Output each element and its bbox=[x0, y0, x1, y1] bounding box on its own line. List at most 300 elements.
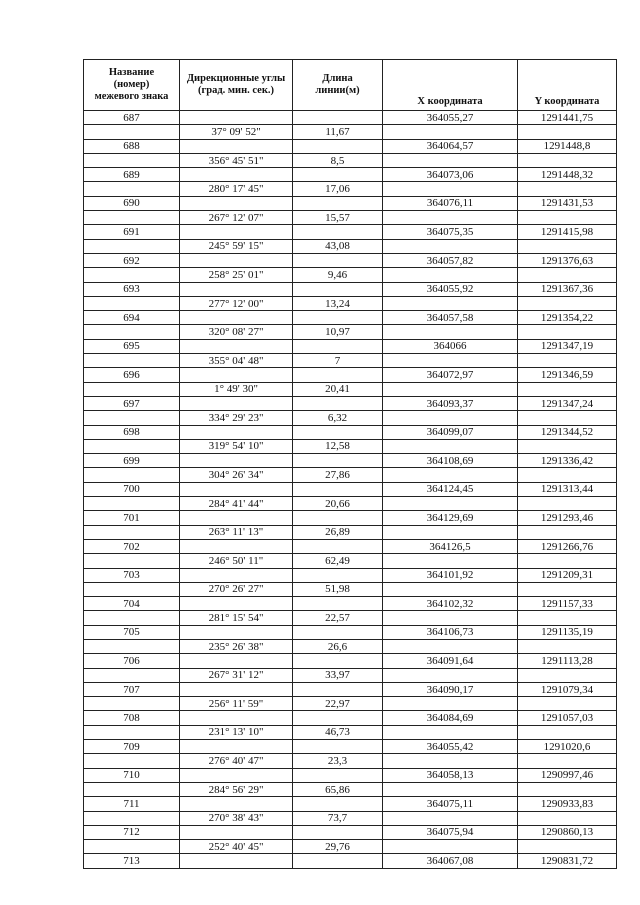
y-cell-empty bbox=[518, 782, 617, 796]
y-coordinate: 1291415,98 bbox=[518, 225, 617, 239]
direction-angle: 270° 26' 27" bbox=[180, 582, 293, 596]
y-cell-empty bbox=[518, 439, 617, 453]
x-coordinate: 364106,73 bbox=[383, 625, 518, 639]
segment-row bbox=[84, 725, 617, 739]
direction-angle: 37° 09' 52" bbox=[180, 125, 293, 139]
point-number: 713 bbox=[84, 854, 180, 868]
angle-cell-empty bbox=[180, 253, 293, 267]
line-length: 11,67 bbox=[293, 125, 383, 139]
y-cell-empty bbox=[518, 354, 617, 368]
segment-row bbox=[84, 239, 617, 253]
point-number: 691 bbox=[84, 225, 180, 239]
y-coordinate: 1291157,33 bbox=[518, 597, 617, 611]
angle-cell-empty bbox=[180, 511, 293, 525]
x-coordinate: 364055,42 bbox=[383, 740, 518, 754]
point-row bbox=[84, 854, 617, 868]
point-row bbox=[84, 282, 617, 296]
line-length: 15,57 bbox=[293, 211, 383, 225]
length-cell-empty bbox=[293, 768, 383, 782]
y-cell-empty bbox=[518, 296, 617, 310]
table-header-row bbox=[84, 60, 617, 111]
length-cell-empty bbox=[293, 311, 383, 325]
x-cell-empty bbox=[383, 840, 518, 854]
x-cell-empty bbox=[383, 497, 518, 511]
angle-cell-empty bbox=[180, 139, 293, 153]
y-coordinate: 1291431,53 bbox=[518, 196, 617, 210]
y-cell-empty bbox=[518, 468, 617, 482]
x-coordinate: 364124,45 bbox=[383, 482, 518, 496]
angle-cell-empty bbox=[180, 111, 293, 125]
line-length: 22,97 bbox=[293, 697, 383, 711]
x-coordinate: 364093,37 bbox=[383, 396, 518, 410]
number-cell-empty bbox=[84, 840, 180, 854]
header-y: Y координата bbox=[518, 60, 617, 111]
segment-row bbox=[84, 153, 617, 167]
point-number: 712 bbox=[84, 825, 180, 839]
angle-cell-empty bbox=[180, 168, 293, 182]
point-number: 692 bbox=[84, 253, 180, 267]
y-coordinate: 1291209,31 bbox=[518, 568, 617, 582]
x-coordinate: 364072,97 bbox=[383, 368, 518, 382]
table-body bbox=[84, 111, 617, 869]
number-cell-empty bbox=[84, 296, 180, 310]
point-row bbox=[84, 339, 617, 353]
direction-angle: 267° 31' 12" bbox=[180, 668, 293, 682]
x-coordinate: 364084,69 bbox=[383, 711, 518, 725]
point-row bbox=[84, 225, 617, 239]
segment-row bbox=[84, 668, 617, 682]
angle-cell-empty bbox=[180, 225, 293, 239]
y-cell-empty bbox=[518, 611, 617, 625]
length-cell-empty bbox=[293, 425, 383, 439]
point-number: 706 bbox=[84, 654, 180, 668]
x-cell-empty bbox=[383, 354, 518, 368]
x-cell-empty bbox=[383, 639, 518, 653]
line-length: 12,58 bbox=[293, 439, 383, 453]
x-coordinate: 364055,92 bbox=[383, 282, 518, 296]
angle-cell-empty bbox=[180, 368, 293, 382]
y-coordinate: 1290831,72 bbox=[518, 854, 617, 868]
angle-cell-empty bbox=[180, 425, 293, 439]
y-cell-empty bbox=[518, 697, 617, 711]
length-cell-empty bbox=[293, 597, 383, 611]
point-row bbox=[84, 711, 617, 725]
angle-cell-empty bbox=[180, 654, 293, 668]
x-cell-empty bbox=[383, 725, 518, 739]
x-coordinate: 364102,32 bbox=[383, 597, 518, 611]
x-cell-empty bbox=[383, 382, 518, 396]
point-row bbox=[84, 625, 617, 639]
x-coordinate: 364073,06 bbox=[383, 168, 518, 182]
line-length: 65,86 bbox=[293, 782, 383, 796]
y-cell-empty bbox=[518, 840, 617, 854]
number-cell-empty bbox=[84, 439, 180, 453]
line-length: 8,5 bbox=[293, 153, 383, 167]
point-number: 710 bbox=[84, 768, 180, 782]
point-number: 701 bbox=[84, 511, 180, 525]
direction-angle: 320° 08' 27" bbox=[180, 325, 293, 339]
y-coordinate: 1291057,03 bbox=[518, 711, 617, 725]
line-length: 29,76 bbox=[293, 840, 383, 854]
point-row bbox=[84, 139, 617, 153]
direction-angle: 267° 12' 07" bbox=[180, 211, 293, 225]
line-length: 33,97 bbox=[293, 668, 383, 682]
length-cell-empty bbox=[293, 111, 383, 125]
x-cell-empty bbox=[383, 697, 518, 711]
segment-row bbox=[84, 325, 617, 339]
direction-angle: 245° 59' 15" bbox=[180, 239, 293, 253]
y-coordinate: 1291336,42 bbox=[518, 454, 617, 468]
length-cell-empty bbox=[293, 168, 383, 182]
length-cell-empty bbox=[293, 654, 383, 668]
point-row bbox=[84, 654, 617, 668]
length-cell-empty bbox=[293, 225, 383, 239]
point-row bbox=[84, 168, 617, 182]
segment-row bbox=[84, 639, 617, 653]
x-cell-empty bbox=[383, 211, 518, 225]
length-cell-empty bbox=[293, 740, 383, 754]
length-cell-empty bbox=[293, 682, 383, 696]
number-cell-empty bbox=[84, 182, 180, 196]
angle-cell-empty bbox=[180, 282, 293, 296]
line-length: 17,06 bbox=[293, 182, 383, 196]
direction-angle: 284° 56' 29" bbox=[180, 782, 293, 796]
point-row bbox=[84, 597, 617, 611]
y-cell-empty bbox=[518, 725, 617, 739]
length-cell-empty bbox=[293, 368, 383, 382]
x-cell-empty bbox=[383, 525, 518, 539]
y-cell-empty bbox=[518, 411, 617, 425]
y-cell-empty bbox=[518, 153, 617, 167]
y-coordinate: 1291113,28 bbox=[518, 654, 617, 668]
segment-row bbox=[84, 811, 617, 825]
y-coordinate: 1290997,46 bbox=[518, 768, 617, 782]
length-cell-empty bbox=[293, 339, 383, 353]
angle-cell-empty bbox=[180, 825, 293, 839]
length-cell-empty bbox=[293, 711, 383, 725]
point-number: 688 bbox=[84, 139, 180, 153]
x-cell-empty bbox=[383, 668, 518, 682]
number-cell-empty bbox=[84, 782, 180, 796]
x-coordinate: 364076,11 bbox=[383, 196, 518, 210]
boundary-coordinates-table bbox=[83, 59, 617, 869]
length-cell-empty bbox=[293, 196, 383, 210]
direction-angle: 258° 25' 01" bbox=[180, 268, 293, 282]
angle-cell-empty bbox=[180, 711, 293, 725]
x-cell-empty bbox=[383, 468, 518, 482]
point-number: 696 bbox=[84, 368, 180, 382]
line-length: 10,97 bbox=[293, 325, 383, 339]
y-coordinate: 1291347,19 bbox=[518, 339, 617, 353]
point-row bbox=[84, 682, 617, 696]
line-length: 43,08 bbox=[293, 239, 383, 253]
header-name: Название (номер) межевого знака bbox=[84, 60, 180, 111]
point-row bbox=[84, 797, 617, 811]
point-number: 703 bbox=[84, 568, 180, 582]
point-row bbox=[84, 568, 617, 582]
angle-cell-empty bbox=[180, 339, 293, 353]
point-row bbox=[84, 396, 617, 410]
angle-cell-empty bbox=[180, 311, 293, 325]
number-cell-empty bbox=[84, 125, 180, 139]
x-coordinate: 364099,07 bbox=[383, 425, 518, 439]
x-cell-empty bbox=[383, 182, 518, 196]
length-cell-empty bbox=[293, 482, 383, 496]
number-cell-empty bbox=[84, 268, 180, 282]
y-coordinate: 1291313,44 bbox=[518, 482, 617, 496]
x-coordinate: 364066 bbox=[383, 339, 518, 353]
direction-angle: 334° 29' 23" bbox=[180, 411, 293, 425]
y-cell-empty bbox=[518, 211, 617, 225]
y-cell-empty bbox=[518, 325, 617, 339]
line-length: 26,6 bbox=[293, 639, 383, 653]
x-coordinate: 364075,11 bbox=[383, 797, 518, 811]
angle-cell-empty bbox=[180, 539, 293, 553]
y-cell-empty bbox=[518, 497, 617, 511]
point-number: 704 bbox=[84, 597, 180, 611]
point-row bbox=[84, 368, 617, 382]
x-cell-empty bbox=[383, 554, 518, 568]
x-coordinate: 364129,69 bbox=[383, 511, 518, 525]
line-length: 73,7 bbox=[293, 811, 383, 825]
angle-cell-empty bbox=[180, 482, 293, 496]
x-coordinate: 364057,58 bbox=[383, 311, 518, 325]
x-cell-empty bbox=[383, 811, 518, 825]
x-cell-empty bbox=[383, 239, 518, 253]
direction-angle: 277° 12' 00" bbox=[180, 296, 293, 310]
direction-angle: 304° 26' 34" bbox=[180, 468, 293, 482]
line-length: 62,49 bbox=[293, 554, 383, 568]
x-coordinate: 364057,82 bbox=[383, 253, 518, 267]
y-coordinate: 1291448,8 bbox=[518, 139, 617, 153]
point-number: 698 bbox=[84, 425, 180, 439]
point-number: 702 bbox=[84, 539, 180, 553]
segment-row bbox=[84, 782, 617, 796]
direction-angle: 276° 40' 47" bbox=[180, 754, 293, 768]
segment-row bbox=[84, 840, 617, 854]
number-cell-empty bbox=[84, 811, 180, 825]
point-number: 687 bbox=[84, 111, 180, 125]
y-coordinate: 1290933,83 bbox=[518, 797, 617, 811]
number-cell-empty bbox=[84, 754, 180, 768]
x-cell-empty bbox=[383, 296, 518, 310]
point-row bbox=[84, 196, 617, 210]
segment-row bbox=[84, 582, 617, 596]
point-row bbox=[84, 425, 617, 439]
segment-row bbox=[84, 411, 617, 425]
length-cell-empty bbox=[293, 854, 383, 868]
y-cell-empty bbox=[518, 668, 617, 682]
line-length: 6,32 bbox=[293, 411, 383, 425]
x-cell-empty bbox=[383, 582, 518, 596]
line-length: 13,24 bbox=[293, 296, 383, 310]
segment-row bbox=[84, 497, 617, 511]
direction-angle: 246° 50' 11" bbox=[180, 554, 293, 568]
y-cell-empty bbox=[518, 125, 617, 139]
angle-cell-empty bbox=[180, 454, 293, 468]
segment-row bbox=[84, 525, 617, 539]
x-coordinate: 364090,17 bbox=[383, 682, 518, 696]
length-cell-empty bbox=[293, 396, 383, 410]
point-number: 711 bbox=[84, 797, 180, 811]
point-row bbox=[84, 511, 617, 525]
direction-angle: 263° 11' 13" bbox=[180, 525, 293, 539]
segment-row bbox=[84, 697, 617, 711]
segment-row bbox=[84, 611, 617, 625]
angle-cell-empty bbox=[180, 740, 293, 754]
point-number: 709 bbox=[84, 740, 180, 754]
angle-cell-empty bbox=[180, 682, 293, 696]
angle-cell-empty bbox=[180, 797, 293, 811]
number-cell-empty bbox=[84, 525, 180, 539]
x-cell-empty bbox=[383, 325, 518, 339]
point-number: 695 bbox=[84, 339, 180, 353]
point-row bbox=[84, 740, 617, 754]
x-coordinate: 364091,64 bbox=[383, 654, 518, 668]
point-number: 689 bbox=[84, 168, 180, 182]
y-coordinate: 1291376,63 bbox=[518, 253, 617, 267]
y-coordinate: 1291266,76 bbox=[518, 539, 617, 553]
direction-angle: 252° 40' 45" bbox=[180, 840, 293, 854]
y-coordinate: 1291448,32 bbox=[518, 168, 617, 182]
angle-cell-empty bbox=[180, 768, 293, 782]
x-coordinate: 364064,57 bbox=[383, 139, 518, 153]
y-coordinate: 1291354,22 bbox=[518, 311, 617, 325]
segment-row bbox=[84, 296, 617, 310]
y-coordinate: 1291344,52 bbox=[518, 425, 617, 439]
number-cell-empty bbox=[84, 211, 180, 225]
y-cell-empty bbox=[518, 382, 617, 396]
segment-row bbox=[84, 125, 617, 139]
segment-row bbox=[84, 382, 617, 396]
x-cell-empty bbox=[383, 268, 518, 282]
point-row bbox=[84, 253, 617, 267]
x-coordinate: 364058,13 bbox=[383, 768, 518, 782]
number-cell-empty bbox=[84, 697, 180, 711]
segment-row bbox=[84, 754, 617, 768]
x-cell-empty bbox=[383, 439, 518, 453]
point-number: 699 bbox=[84, 454, 180, 468]
point-row bbox=[84, 539, 617, 553]
length-cell-empty bbox=[293, 797, 383, 811]
direction-angle: 355° 04' 48" bbox=[180, 354, 293, 368]
header-angles: Дирекционные углы (град. мин. сек.) bbox=[180, 60, 293, 111]
number-cell-empty bbox=[84, 239, 180, 253]
x-cell-empty bbox=[383, 153, 518, 167]
number-cell-empty bbox=[84, 354, 180, 368]
point-number: 708 bbox=[84, 711, 180, 725]
length-cell-empty bbox=[293, 625, 383, 639]
number-cell-empty bbox=[84, 468, 180, 482]
direction-angle: 270° 38' 43" bbox=[180, 811, 293, 825]
angle-cell-empty bbox=[180, 568, 293, 582]
angle-cell-empty bbox=[180, 854, 293, 868]
header-x: X координата bbox=[383, 60, 518, 111]
x-cell-empty bbox=[383, 782, 518, 796]
x-cell-empty bbox=[383, 125, 518, 139]
direction-angle: 280° 17' 45" bbox=[180, 182, 293, 196]
y-coordinate: 1291441,75 bbox=[518, 111, 617, 125]
y-cell-empty bbox=[518, 554, 617, 568]
line-length: 9,46 bbox=[293, 268, 383, 282]
line-length: 7 bbox=[293, 354, 383, 368]
direction-angle: 256° 11' 59" bbox=[180, 697, 293, 711]
y-cell-empty bbox=[518, 525, 617, 539]
point-row bbox=[84, 311, 617, 325]
y-coordinate: 1291293,46 bbox=[518, 511, 617, 525]
point-number: 700 bbox=[84, 482, 180, 496]
line-length: 20,66 bbox=[293, 497, 383, 511]
direction-angle: 1° 49' 30" bbox=[180, 382, 293, 396]
segment-row bbox=[84, 354, 617, 368]
length-cell-empty bbox=[293, 253, 383, 267]
line-length: 51,98 bbox=[293, 582, 383, 596]
y-coordinate: 1291346,59 bbox=[518, 368, 617, 382]
y-coordinate: 1290860,13 bbox=[518, 825, 617, 839]
length-cell-empty bbox=[293, 511, 383, 525]
point-number: 693 bbox=[84, 282, 180, 296]
x-coordinate: 364101,92 bbox=[383, 568, 518, 582]
number-cell-empty bbox=[84, 411, 180, 425]
direction-angle: 284° 41' 44" bbox=[180, 497, 293, 511]
y-coordinate: 1291347,24 bbox=[518, 396, 617, 410]
x-cell-empty bbox=[383, 754, 518, 768]
segment-row bbox=[84, 439, 617, 453]
point-number: 697 bbox=[84, 396, 180, 410]
direction-angle: 319° 54' 10" bbox=[180, 439, 293, 453]
length-cell-empty bbox=[293, 282, 383, 296]
line-length: 46,73 bbox=[293, 725, 383, 739]
point-row bbox=[84, 482, 617, 496]
point-number: 705 bbox=[84, 625, 180, 639]
length-cell-empty bbox=[293, 454, 383, 468]
line-length: 27,86 bbox=[293, 468, 383, 482]
angle-cell-empty bbox=[180, 625, 293, 639]
direction-angle: 231° 13' 10" bbox=[180, 725, 293, 739]
number-cell-empty bbox=[84, 325, 180, 339]
header-length: Длина линии(м) bbox=[293, 60, 383, 111]
angle-cell-empty bbox=[180, 396, 293, 410]
length-cell-empty bbox=[293, 825, 383, 839]
x-coordinate: 364067,08 bbox=[383, 854, 518, 868]
point-row bbox=[84, 111, 617, 125]
y-coordinate: 1291020,6 bbox=[518, 740, 617, 754]
point-number: 707 bbox=[84, 682, 180, 696]
segment-row bbox=[84, 182, 617, 196]
number-cell-empty bbox=[84, 611, 180, 625]
direction-angle: 281° 15' 54" bbox=[180, 611, 293, 625]
number-cell-empty bbox=[84, 497, 180, 511]
x-coordinate: 364108,69 bbox=[383, 454, 518, 468]
y-cell-empty bbox=[518, 182, 617, 196]
length-cell-empty bbox=[293, 568, 383, 582]
number-cell-empty bbox=[84, 725, 180, 739]
direction-angle: 235° 26' 38" bbox=[180, 639, 293, 653]
x-coordinate: 364075,35 bbox=[383, 225, 518, 239]
number-cell-empty bbox=[84, 554, 180, 568]
y-cell-empty bbox=[518, 239, 617, 253]
line-length: 26,89 bbox=[293, 525, 383, 539]
segment-row bbox=[84, 468, 617, 482]
segment-row bbox=[84, 268, 617, 282]
length-cell-empty bbox=[293, 139, 383, 153]
x-coordinate: 364075,94 bbox=[383, 825, 518, 839]
x-coordinate: 364126,5 bbox=[383, 539, 518, 553]
point-number: 690 bbox=[84, 196, 180, 210]
x-coordinate: 364055,27 bbox=[383, 111, 518, 125]
y-cell-empty bbox=[518, 811, 617, 825]
number-cell-empty bbox=[84, 668, 180, 682]
